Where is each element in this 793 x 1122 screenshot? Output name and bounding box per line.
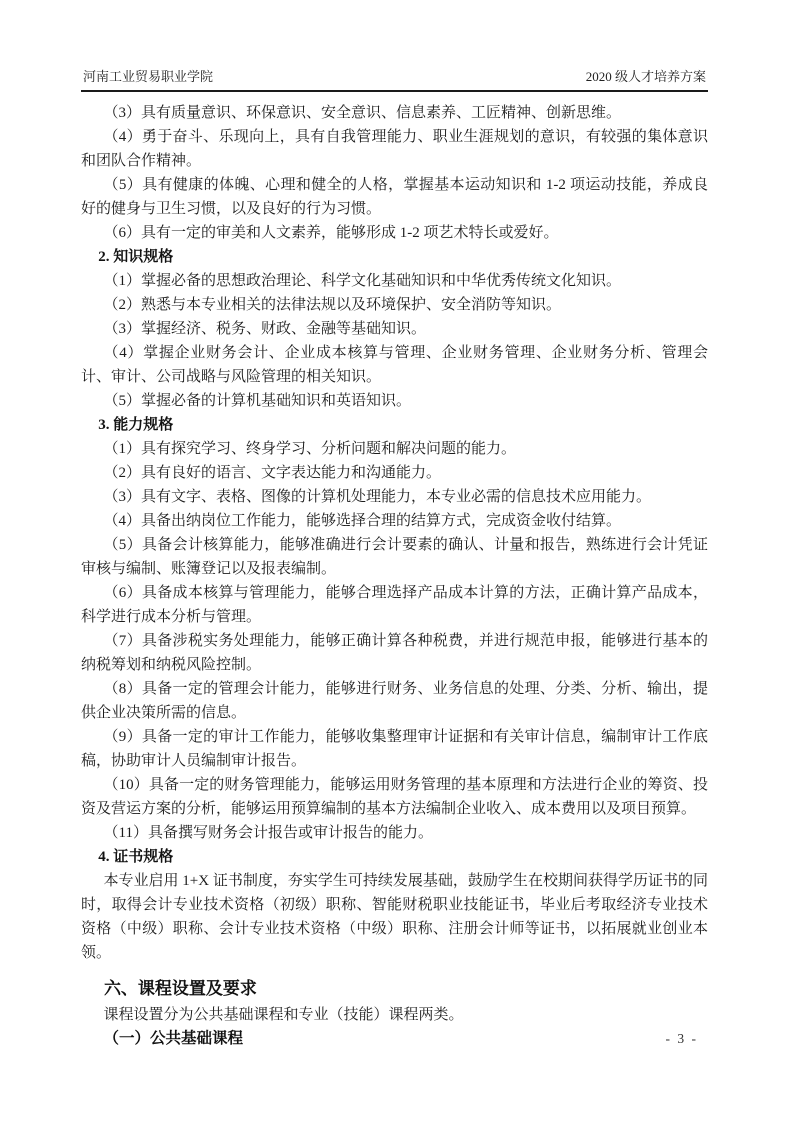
list-item-paragraph: （2）熟悉与本专业相关的法律法规以及环境保护、安全消防等知识。 [103,297,562,313]
list-item-paragraph: （4）具备出纳岗位工作能力，能够选择合理的结算方式，完成资金收付结算。 [103,513,622,529]
section-heading: 六、课程设置及要求 [103,979,257,998]
header-school-name: 河南工业贸易职业学院 [83,69,214,84]
list-item-paragraph: （2）具有良好的语言、文字表达能力和沟通能力。 [103,465,442,481]
list-item-paragraph: （6）具备成本核算与管理能力，能够合理选择产品成本计算的方法，正确计算产品成本，科学进行成本分析与管理。 [81,585,708,625]
list-item-paragraph: （10）具备一定的财务管理能力，能够运用财务管理的基本原理和方法进行企业的筹资、投资及营运方案的分析，能够运用预算编制的基本方法编制企业收入、成本费用以及项目预算。 [81,777,708,817]
list-item-paragraph: （1）具有探究学习、终身学习、分析问题和解决问题的能力。 [103,441,517,457]
list-item-paragraph: （1）掌握必备的思想政治理论、科学文化基础知识和中华优秀传统文化知识。 [103,273,622,289]
page-header [81,66,708,90]
list-item-paragraph: （8）具备一定的管理会计能力，能够进行财务、业务信息的处理、分类、分析、输出，提供企业决策所需的信息。 [81,681,708,721]
list-item-paragraph: （6）具有一定的审美和人文素养，能够形成 1-2 项艺术特长或爱好。 [103,225,559,241]
header-doc-title: 2020 级人才培养方案 [585,69,706,84]
list-item-paragraph: 本专业启用 1+X 证书制度，夯实学生可持续发展基础，鼓励学生在校期间获得学历证书的同时，取得会计专业技术资格（初级）职称、智能财税职业技能证书，毕业后考取经济专业技术资格（中级）职称、会计专业技术资格（中级）职称、注册会计师等证书，以拓展就业创业本领。 [81,873,708,961]
list-item-paragraph: （9）具备一定的审计工作能力，能够收集整理审计证据和有关审计信息，编制审计工作底稿，协助审计人员编制审计报告。 [81,729,708,769]
list-item-paragraph: （4）勇于奋斗、乐现向上，具有自我管理能力、职业生涯规划的意识，有较强的集体意识和团队合作精神。 [81,129,708,169]
header-rule [81,90,708,92]
numbered-heading: 3. 能力规格 [98,417,174,433]
list-item-paragraph: （3）掌握经济、税务、财政、金融等基础知识。 [103,321,427,337]
paragraph: 课程设置分为公共基础课程和专业（技能）课程两类。 [103,1007,464,1023]
document-body [81,101,708,1051]
numbered-heading: 4. 证书规格 [98,849,174,865]
list-item-paragraph: （5）掌握必备的计算机基础知识和英语知识。 [103,393,412,409]
list-item-paragraph: （4）掌握企业财务会计、企业成本核算与管理、企业财务管理、企业财务分析、管理会计、审计、公司战略与风险管理的相关知识。 [81,345,708,385]
list-item-paragraph: （5）具备会计核算能力，能够准确进行会计要素的确认、计量和报告，熟练进行会计凭证审核与编制、账簿登记以及报表编制。 [81,537,708,577]
list-item-paragraph: （5）具有健康的体魄、心理和健全的人格，掌握基本运动知识和 1-2 项运动技能，养成良好的健身与卫生习惯，以及良好的行为习惯。 [81,177,708,217]
page-number: - 3 - [665,1031,698,1046]
subsection-heading: （一）公共基础课程 [103,1030,243,1047]
list-item-paragraph: （11）具备撰写财务会计报告或审计报告的能力。 [103,825,433,841]
list-item-paragraph: （7）具备涉税实务处理能力，能够正确计算各种税费，并进行规范申报，能够进行基本的纳税筹划和纳税风险控制。 [81,633,708,673]
page-content [81,66,708,1051]
list-item-paragraph: （3）具有文字、表格、图像的计算机处理能力，本专业必需的信息技术应用能力。 [103,489,652,505]
numbered-heading: 2. 知识规格 [98,249,174,265]
list-item-paragraph: （3）具有质量意识、环保意识、安全意识、信息素养、工匠精神、创新思维。 [103,105,622,121]
